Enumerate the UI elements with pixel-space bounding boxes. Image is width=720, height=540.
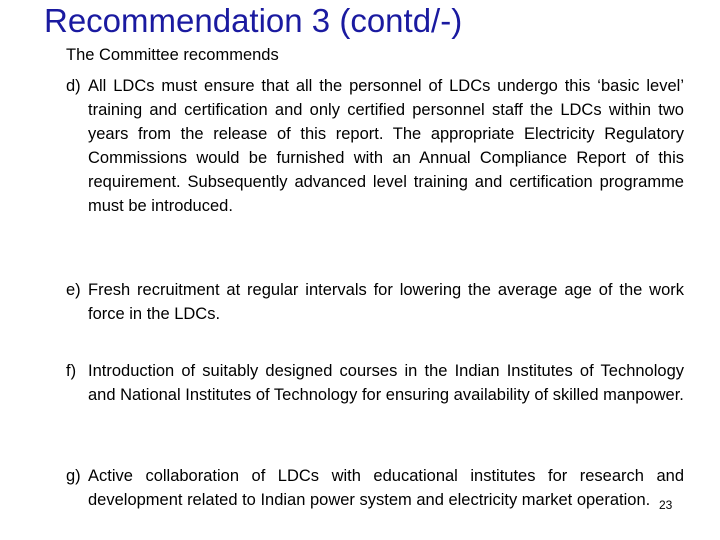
item-text: All LDCs must ensure that all the personnel of LDCs undergo this ‘basic level’ training and certification and only certified personnel staff the LDCs within two years from the release of this report. The appropriate Electricity Regulatory Commissions would be furnished with an Annual Compliance Report of this requirement. Subsequently advanced level training and certification programme must be introduced. xyxy=(88,77,684,215)
slide-title: Recommendation 3 (contd/-) xyxy=(44,2,463,39)
item-text: Active collaboration of LDCs with educational institutes for research and development related to Indian power system and electricity market operation. xyxy=(88,467,684,509)
item-text: Introduction of suitably designed courses in the Indian Institutes of Technology and National Institutes of Technology for ensuring availability of skilled manpower. xyxy=(88,362,684,404)
recommendation-item-e xyxy=(66,278,684,326)
item-label: g) xyxy=(66,467,81,485)
item-label: f) xyxy=(66,362,77,380)
page-number: 23 xyxy=(659,498,673,512)
recommendation-item-f xyxy=(66,359,684,407)
recommendation-item-d xyxy=(66,74,684,218)
item-label: d) xyxy=(66,77,81,95)
item-label: e) xyxy=(66,281,81,299)
intro-text: The Committee recommends xyxy=(66,46,279,64)
recommendation-item-g xyxy=(66,464,684,512)
item-text: Fresh recruitment at regular intervals for lowering the average age of the work force in the LDCs. xyxy=(88,281,684,323)
